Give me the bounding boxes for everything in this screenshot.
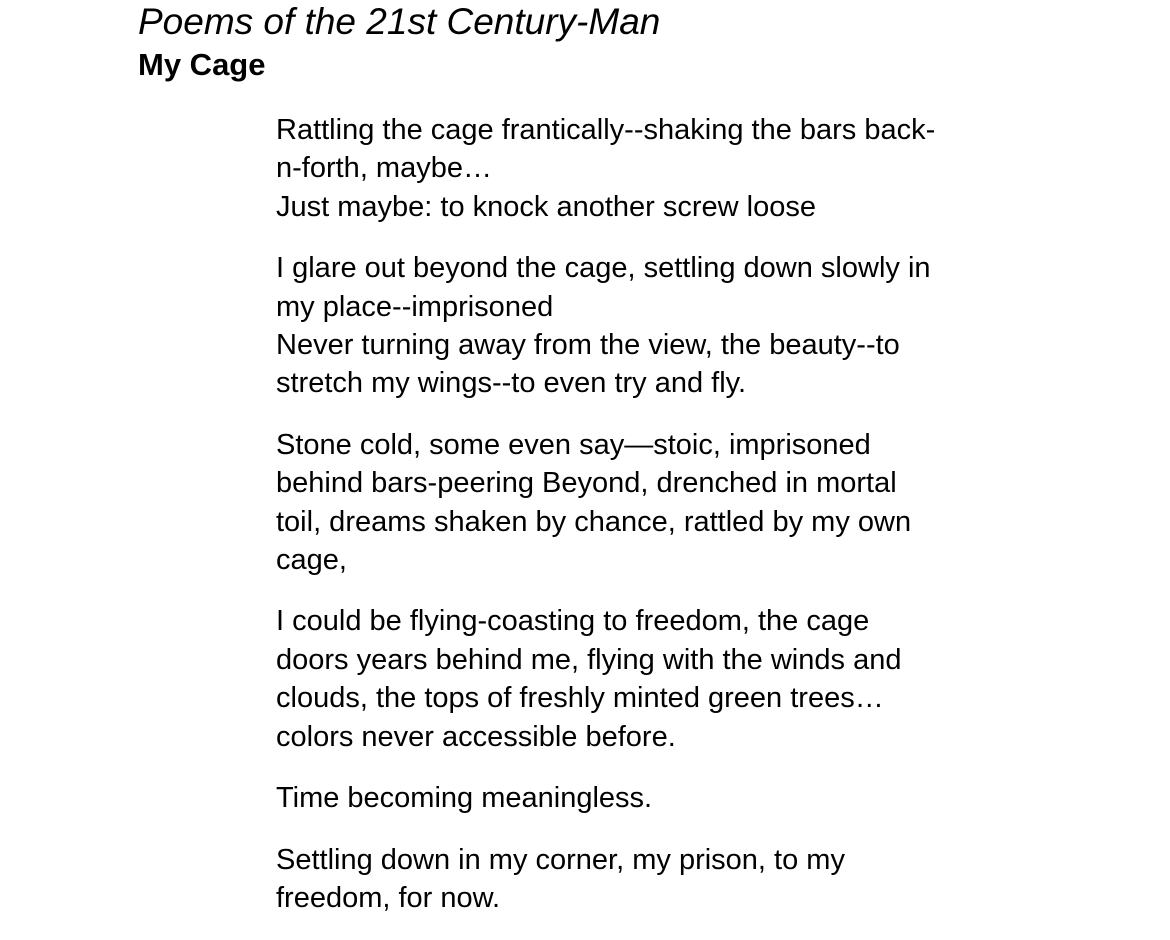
poem-line: I glare out beyond the cage, settling down slowly in [276,252,931,285]
poem-line: n-forth, maybe… [276,152,492,185]
poem-line: behind bars-peering Beyond, drenched in mortal [276,467,897,500]
poem-body [276,111,1046,940]
stanza-1 [276,111,1046,226]
poem-line: Stone cold, some even say—stoic, imprisoned [276,428,871,461]
poem-line: cage, [276,544,347,577]
poem-line: Settling down in my corner, my prison, to my [276,843,845,876]
stanza-4 [276,602,1046,756]
poem-line: Rattling the cage frantically--shaking the bars back- [276,114,936,146]
poem-line: stretch my wings--to even try and fly. [276,367,747,400]
poem-line: colors never accessible before. [276,720,676,753]
stanza-2 [276,249,1046,403]
stanza-5 [276,779,1046,817]
poem-line: Never turning away from the view, the beauty--to [276,329,900,362]
collection-title: Poems of the 21st Century-Man [138,1,661,42]
poem-line: doors years behind me, flying with the winds and [276,643,902,676]
poem-line: I could be flying-coasting to freedom, the cage [276,605,870,638]
poem-title: My Cage [138,47,266,82]
poem-line: freedom, for now. [276,881,501,914]
poem-line: Just maybe: to knock another screw loose [276,190,816,223]
poem-line: my place--imprisoned [276,290,554,323]
poem-line: toil, dreams shaken by chance, rattled by my own [276,505,912,538]
stanza-3 [276,426,1046,580]
poem-line: clouds, the tops of freshly minted green trees… [276,682,884,715]
poem-line: Time becoming meaningless. [276,782,653,815]
stanza-6 [276,841,1046,918]
